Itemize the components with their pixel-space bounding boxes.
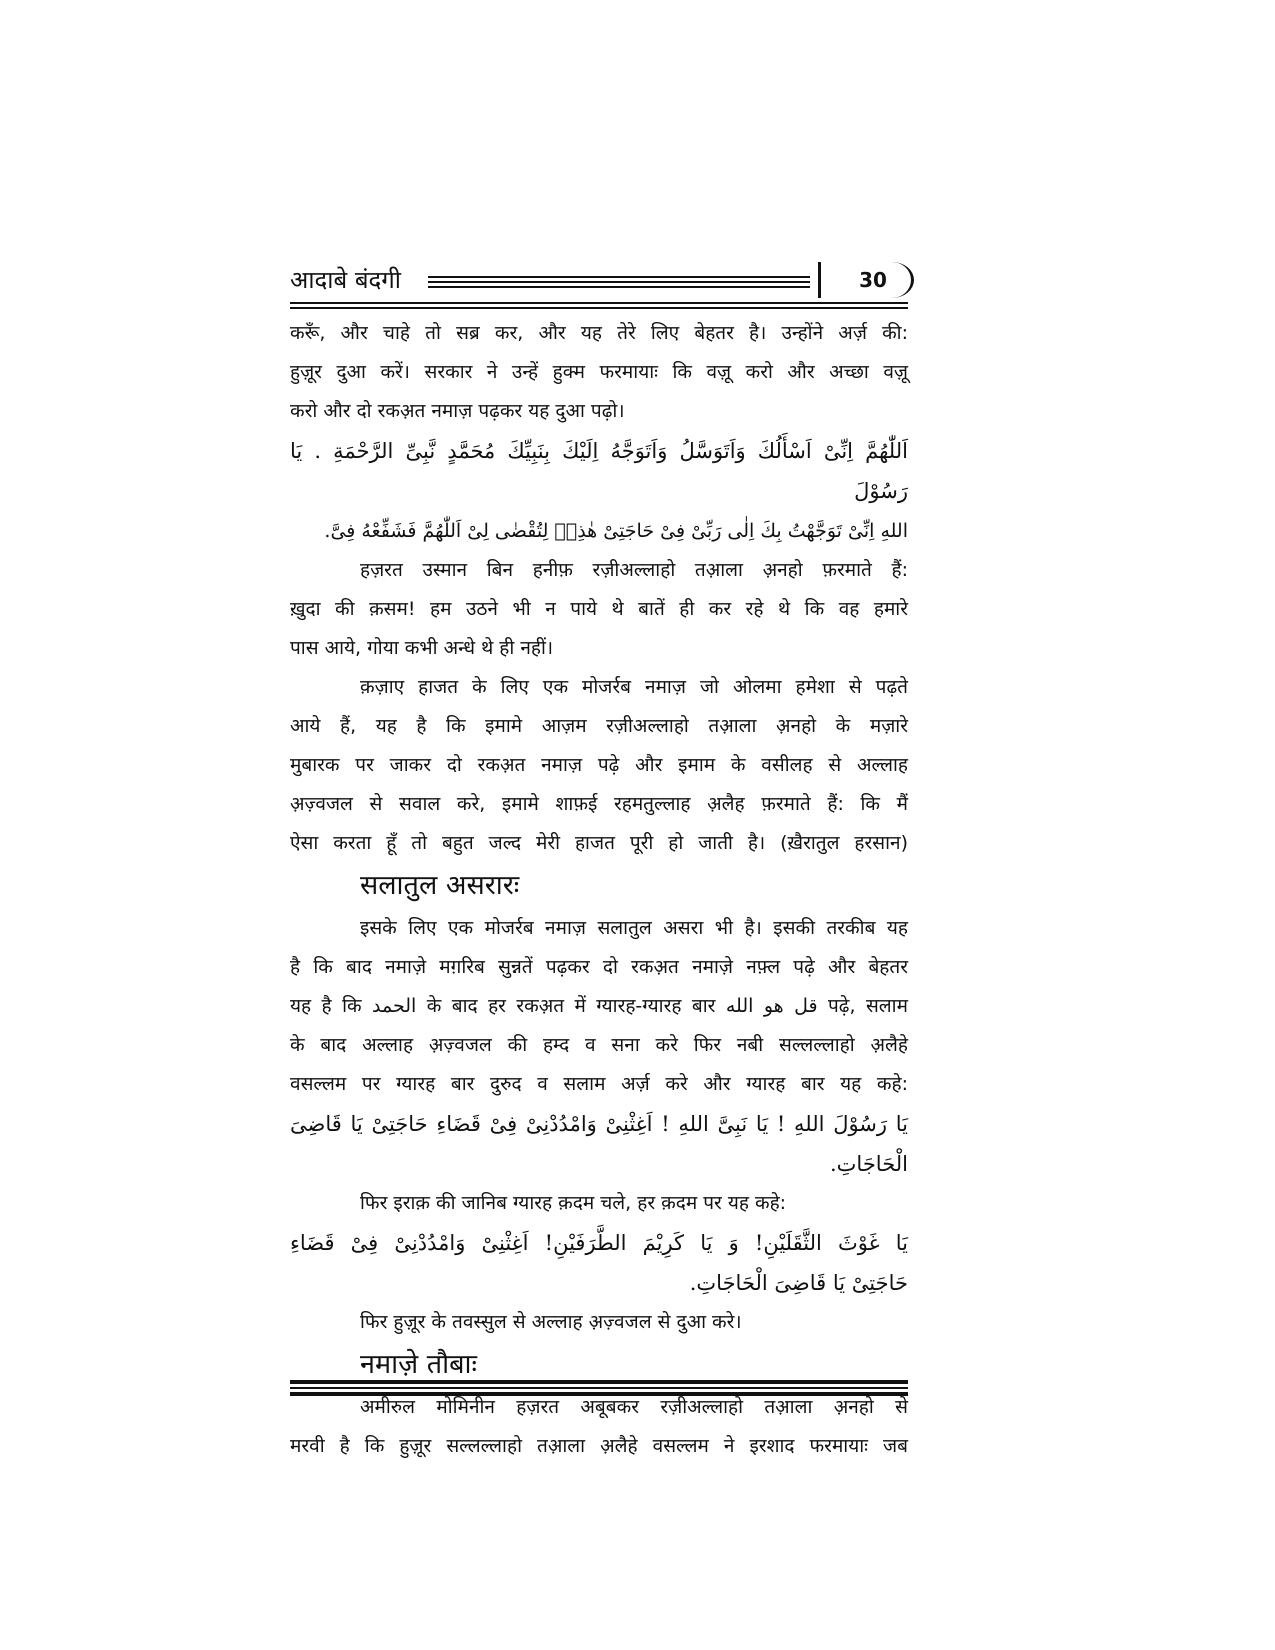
arabic-dua-line: حَاجَتِیْ یَا قَاضِیَ الْحَاجَاتِ. [689,1271,908,1295]
arabic-dua-line: اَللّٰهُمَّ اِنِّیْ اَسْأَلُكَ وَاَتَوَسَّلُ وَاَتَوَجَّهُ اِلَیْكَ بِنَبِیِّكَ مُحَمَّدٍ نَّبِیِّ الرَّحْمَةِ . یَا رَسُوْلَ [290,439,908,503]
text-line: हुज़ूर दुआ करें। सरकार ने उन्हें हुक्म फरमायाः कि वज़ू करो और अच्छा वज़ू [290,361,908,383]
arabic-dua-line: اللهِ اِنِّیْ تَوَجَّهْتُ بِكَ اِلٰی رَبِّیْ فِیْ حَاجَتِیْ هٰذِهٖ لِتُقْضٰی لِیْ اَللّٰهُمَّ فَشَفِّعْهُ فِیَّ. [324,520,908,542]
text-line: मुबारक पर जाकर दो रकअ़त नमाज़ पढ़े और इमाम के वसीलह से अल्लाह [290,754,908,776]
text-line: मरवी है कि हुज़ूर सल्लल्लाहो तआ़ला अ़लैहे वसल्लम ने इरशाद फरमायाः जब [290,1435,908,1457]
text-line: ख़ुदा की क़सम! हम उठने भी न पाये थे बातें ही कर रहे थे कि वह हमारे [290,598,908,620]
text-line: इसके लिए एक मोजर्रब नमाज़ सलातुल असरा भी है। इसकी तरकीब यह [360,917,908,939]
text-line: हज़रत उस्मान बिन हनीफ़ रज़ीअल्लाहो तआ़ला अ़नहो फ़रमाते हैं: [360,559,908,581]
book-title: आदाबे बंदगी [290,266,401,294]
text-line: आये हैं, यह है कि इमामे आज़म रज़ीअल्लाहो तआ़ला अ़नहो के मज़ारे [290,715,908,737]
page-number-badge [818,262,914,298]
text-line: ऐसा करता हूँ तो बहुत जल्द मेरी हाजत पूरी हो जाती है। (ख़ैरातुल हरसान) [290,832,908,854]
header-rule [290,307,908,309]
text-line: वसल्लम पर ग्यारह बार दुरुद व सलाम अर्ज़ करे और ग्यारह बार यह कहे: [290,1073,908,1095]
section-heading: सलातुल असरारः [360,870,520,901]
text-line: करो और दो रकअ़त नमाज़ पढ़कर यह दुआ पढ़ो। [290,400,625,422]
arabic-dua-line: یَا غَوْثَ الثَّقَلَیْنِ! وَ یَا کَرِیْمَ الطَّرَفَیْنِ! اَغِثْنِیْ وَامْدُدْنِیْ فِیْ قَضَاءِ [290,1231,908,1255]
page-number: 30 [859,268,887,292]
text-line: पास आये, गोया कभी अन्धे थे ही नहीं। [290,637,554,659]
book-page [290,262,908,1457]
text-line: है कि बाद नमाज़े मग़रिब सुन्नतें पढ़कर दो रकअ़त नमाज़े नफ़्ल पढ़े और बेहतर [290,956,908,978]
text-line: क़ज़ाए हाजत के लिए एक मोजर्रब नमाज़ जो ओलमा हमेशा से पढ़ते [360,676,908,698]
arabic-dua-line: یَا رَسُوْلَ اللهِ ! یَا نَبِیَّ اللهِ ! اَغِثْنِیْ وَامْدُدْنِیْ فِیْ قَضَاءِ حَاجَتِیْ یَا قَاضِیَ الْحَاجَاتِ. [290,1112,908,1176]
text-line: अ़ज़्वजल से सवाल करे, इमामे शाफ़ई रहमतुल्लाह अ़लैह फ़रमाते हैं: कि मैं [290,793,908,815]
text-line: फिर इराक़ की जानिब ग्यारह क़दम चले, हर क़दम पर यह कहे: [360,1192,787,1214]
header-ornament-lines [428,276,1100,291]
text-line: के बाद अल्लाह अ़ज़्वजल की हम्द व सना करे फिर नबी सल्लल्लाहो अ़लैहे [290,1034,908,1056]
header-rule [290,302,908,304]
text-line: फिर हुज़ूर के तवस्सुल से अल्लाह अ़ज़्वजल से दुआ करे। [360,1311,742,1333]
footer-rule [290,1380,908,1396]
section-heading: नमाज़े तौबाः [360,1349,477,1380]
text-line: यह है कि الحمد के बाद हर रकअ़त में ग्यारह-ग्यारह बार قل هو الله पढ़े, सलाम [290,995,908,1017]
page-body [290,314,908,1466]
page-header [290,262,908,304]
text-line: करूँ, और चाहे तो सब्र कर, और यह तेरे लिए बेहतर है। उन्होंने अर्ज़ की: [290,322,908,344]
text-line: अमीरुल मोमिनीन हज़रत अबूबकर रज़ीअल्लाहो तआ़ला अ़नहो से [360,1396,908,1418]
